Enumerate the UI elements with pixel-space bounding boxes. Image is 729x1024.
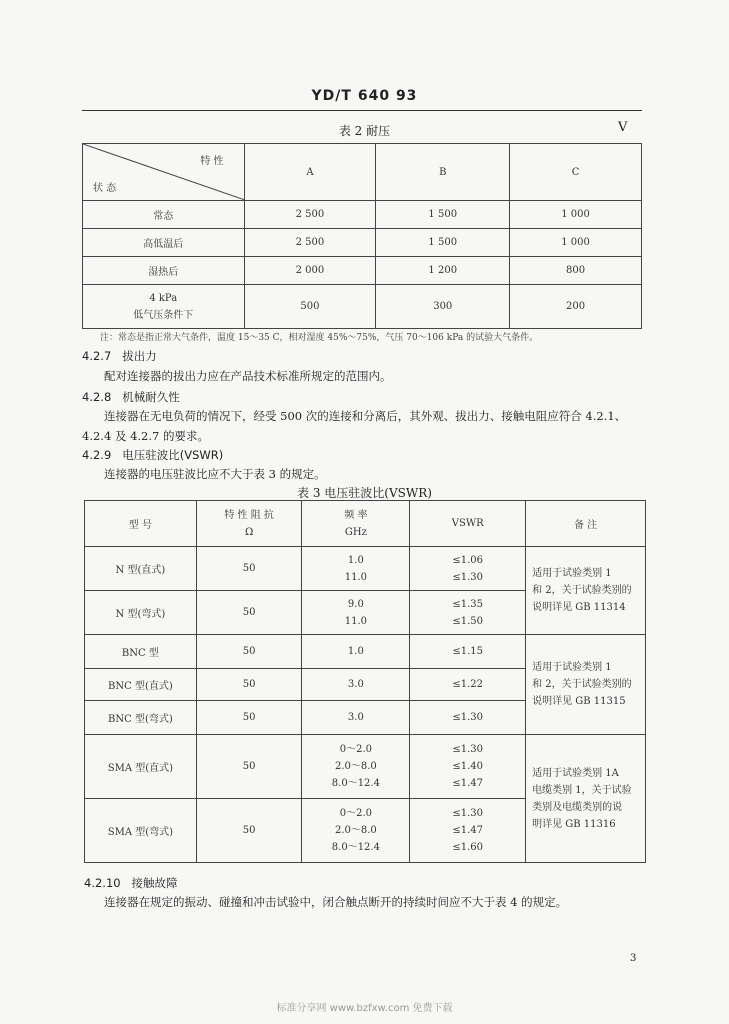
impedance-cell: 50 <box>196 591 302 635</box>
frequency-value: 11.0 <box>344 571 368 583</box>
frequency-cell: 3.0 <box>302 701 410 735</box>
vswr-cell <box>410 735 526 799</box>
header-impedance-line2: Ω <box>244 526 254 538</box>
frequency-cell <box>302 547 410 591</box>
table-row <box>85 735 646 799</box>
type-cell: BNC 型(直式) <box>85 669 197 701</box>
section-4-2-9-text: 连接器的电压驻波比应不大于表 3 的规定。 <box>104 467 326 481</box>
frequency-value: 11.0 <box>344 615 368 627</box>
row-label-line1: 4 kPa <box>149 292 178 304</box>
header-remark: 备 注 <box>526 501 646 547</box>
section-4-2-10-heading <box>84 875 178 891</box>
cell-value: 500 <box>244 285 376 329</box>
cell-value: 1 200 <box>376 257 510 285</box>
section-4-2-8-heading <box>82 389 180 405</box>
remark-cell <box>526 735 646 863</box>
table2-unit: V <box>618 120 628 135</box>
table2-corner-cell <box>83 144 245 201</box>
table3-caption: 表 3 电压驻波比(VSWR) <box>297 486 432 500</box>
vswr-value: ≤1.47 <box>452 778 484 789</box>
corner-bottom-label: 状 态 <box>93 183 117 194</box>
row-label <box>83 285 245 329</box>
corner-top-label: 特 性 <box>200 156 224 167</box>
impedance-cell: 50 <box>196 701 302 735</box>
type-cell: BNC 型(弯式) <box>85 701 197 735</box>
section-number: 4.2.9 <box>82 448 112 462</box>
frequency-cell <box>302 799 410 863</box>
header-frequency-line2: GHz <box>344 526 367 538</box>
section-title: 接触故障 <box>131 876 178 890</box>
vswr-value: ≤1.40 <box>452 761 484 772</box>
vswr-value: ≤1.47 <box>452 825 484 836</box>
header-frequency-line1: 频 率 <box>344 509 368 521</box>
frequency-value: 9.0 <box>347 598 364 610</box>
frequency-value: 0～2.0 <box>339 808 373 819</box>
cell-value: 2 500 <box>244 229 376 257</box>
remark-cell <box>526 635 646 735</box>
frequency-value: 8.0～12.4 <box>331 842 380 853</box>
table2-caption: 表 2 耐压 <box>338 124 391 138</box>
vswr-cell <box>410 799 526 863</box>
cell-value: 800 <box>510 257 642 285</box>
vswr-cell <box>410 547 526 591</box>
section-number: 4.2.10 <box>84 876 121 890</box>
header-impedance <box>196 501 302 547</box>
impedance-cell: 50 <box>196 669 302 701</box>
impedance-cell: 50 <box>196 547 302 591</box>
document-header: YD/T 640 93 <box>311 88 418 104</box>
vswr-value: ≤1.60 <box>452 842 484 853</box>
cell-value: 2 000 <box>244 257 376 285</box>
section-4-2-10-text: 连接器在规定的振动、碰撞和冲击试验中，闭合触点断开的持续时间应不大于表 4 的规定。 <box>104 895 568 909</box>
remark-line: 和 2，关于试验类别的 <box>532 585 632 596</box>
frequency-cell: 1.0 <box>302 635 410 669</box>
frequency-cell <box>302 591 410 635</box>
table-row <box>83 229 642 257</box>
remark-line: 适用于试验类别 1 <box>532 662 612 673</box>
header-rule <box>82 110 642 111</box>
type-cell: N 型(弯式) <box>85 591 197 635</box>
remark-line: 说明详见 GB 11314 <box>532 602 626 613</box>
header-frequency <box>302 501 410 547</box>
frequency-cell: 3.0 <box>302 669 410 701</box>
frequency-value: 2.0～8.0 <box>334 825 377 836</box>
vswr-value: ≤1.30 <box>452 571 484 583</box>
section-4-2-7-text: 配对连接器的拔出力应在产品技术标准所规定的范围内。 <box>104 369 392 383</box>
type-cell: N 型(直式) <box>85 547 197 591</box>
remark-line: 类别及电缆类别的说 <box>532 801 623 813</box>
table3 <box>84 500 646 863</box>
row-label-line2: 低气压条件下 <box>133 309 194 321</box>
cell-value: 2 500 <box>244 201 376 229</box>
table2-note: 注：常态是指正常大气条件，温度 15～35 C，相对湿度 45%～75%，气压 70～106 kPa 的试验大气条件。 <box>100 333 539 343</box>
section-number: 4.2.7 <box>82 349 112 363</box>
table-row <box>83 257 642 285</box>
cell-value: 1 000 <box>510 229 642 257</box>
page-number: 3 <box>630 953 637 964</box>
cell-value: 300 <box>376 285 510 329</box>
table-row <box>83 285 642 329</box>
table-row <box>85 635 646 669</box>
header-impedance-line1: 特 性 阻 抗 <box>224 509 274 521</box>
section-title: 电压驻波比(VSWR) <box>122 448 224 462</box>
footer-watermark[interactable]: 标准分享网 www.bzfxw.com 免费下载 <box>276 1003 453 1014</box>
row-label: 常态 <box>83 201 245 229</box>
row-label: 湿热后 <box>83 257 245 285</box>
section-title: 机械耐久性 <box>122 390 180 404</box>
remark-cell <box>526 547 646 635</box>
row-label: 高低温后 <box>83 229 245 257</box>
remark-line: 电缆类别 1，关于试验 <box>532 784 632 796</box>
vswr-value: ≤1.30 <box>452 808 484 819</box>
frequency-value: 8.0～12.4 <box>331 778 380 789</box>
table2 <box>82 143 642 329</box>
cell-value: 1 500 <box>376 229 510 257</box>
impedance-cell: 50 <box>196 799 302 863</box>
col-header-b: B <box>376 144 510 201</box>
remark-line: 明详见 GB 11316 <box>532 818 616 830</box>
vswr-cell <box>410 591 526 635</box>
type-cell: SMA 型(直式) <box>85 735 197 799</box>
frequency-cell <box>302 735 410 799</box>
header-vswr: VSWR <box>410 501 526 547</box>
col-header-a: A <box>244 144 376 201</box>
remark-line: 说明详见 GB 11315 <box>532 696 626 707</box>
header-type: 型 号 <box>85 501 197 547</box>
impedance-cell: 50 <box>196 735 302 799</box>
type-cell: BNC 型 <box>85 635 197 669</box>
frequency-value: 1.0 <box>347 554 364 566</box>
table-row <box>85 547 646 591</box>
section-number: 4.2.8 <box>82 390 112 404</box>
section-4-2-9-heading <box>82 447 223 463</box>
vswr-value: ≤1.50 <box>452 615 484 627</box>
vswr-value: ≤1.06 <box>452 554 484 566</box>
remark-line: 和 2，关于试验类别的 <box>532 679 632 690</box>
vswr-value: ≤1.35 <box>452 598 484 610</box>
section-4-2-8-text-line2: 4.2.4 及 4.2.7 的要求。 <box>82 429 209 443</box>
section-title: 拔出力 <box>122 349 157 363</box>
vswr-cell: ≤1.22 <box>410 669 526 701</box>
table-row <box>83 201 642 229</box>
frequency-value: 2.0～8.0 <box>334 761 377 772</box>
vswr-cell: ≤1.15 <box>410 635 526 669</box>
cell-value: 1 000 <box>510 201 642 229</box>
section-4-2-8-text-line1: 连接器在无电负荷的情况下，经受 500 次的连接和分离后，其外观、拔出力、接触电阻应符合 4.2.1、 <box>104 409 627 423</box>
remark-line: 适用于试验类别 1 <box>532 568 612 579</box>
section-4-2-7-heading <box>82 348 157 364</box>
vswr-cell: ≤1.30 <box>410 701 526 735</box>
vswr-value: ≤1.30 <box>452 744 484 755</box>
frequency-value: 0～2.0 <box>339 744 373 755</box>
impedance-cell: 50 <box>196 635 302 669</box>
remark-line: 适用于试验类别 1A <box>532 767 619 779</box>
type-cell: SMA 型(弯式) <box>85 799 197 863</box>
cell-value: 200 <box>510 285 642 329</box>
col-header-c: C <box>510 144 642 201</box>
cell-value: 1 500 <box>376 201 510 229</box>
